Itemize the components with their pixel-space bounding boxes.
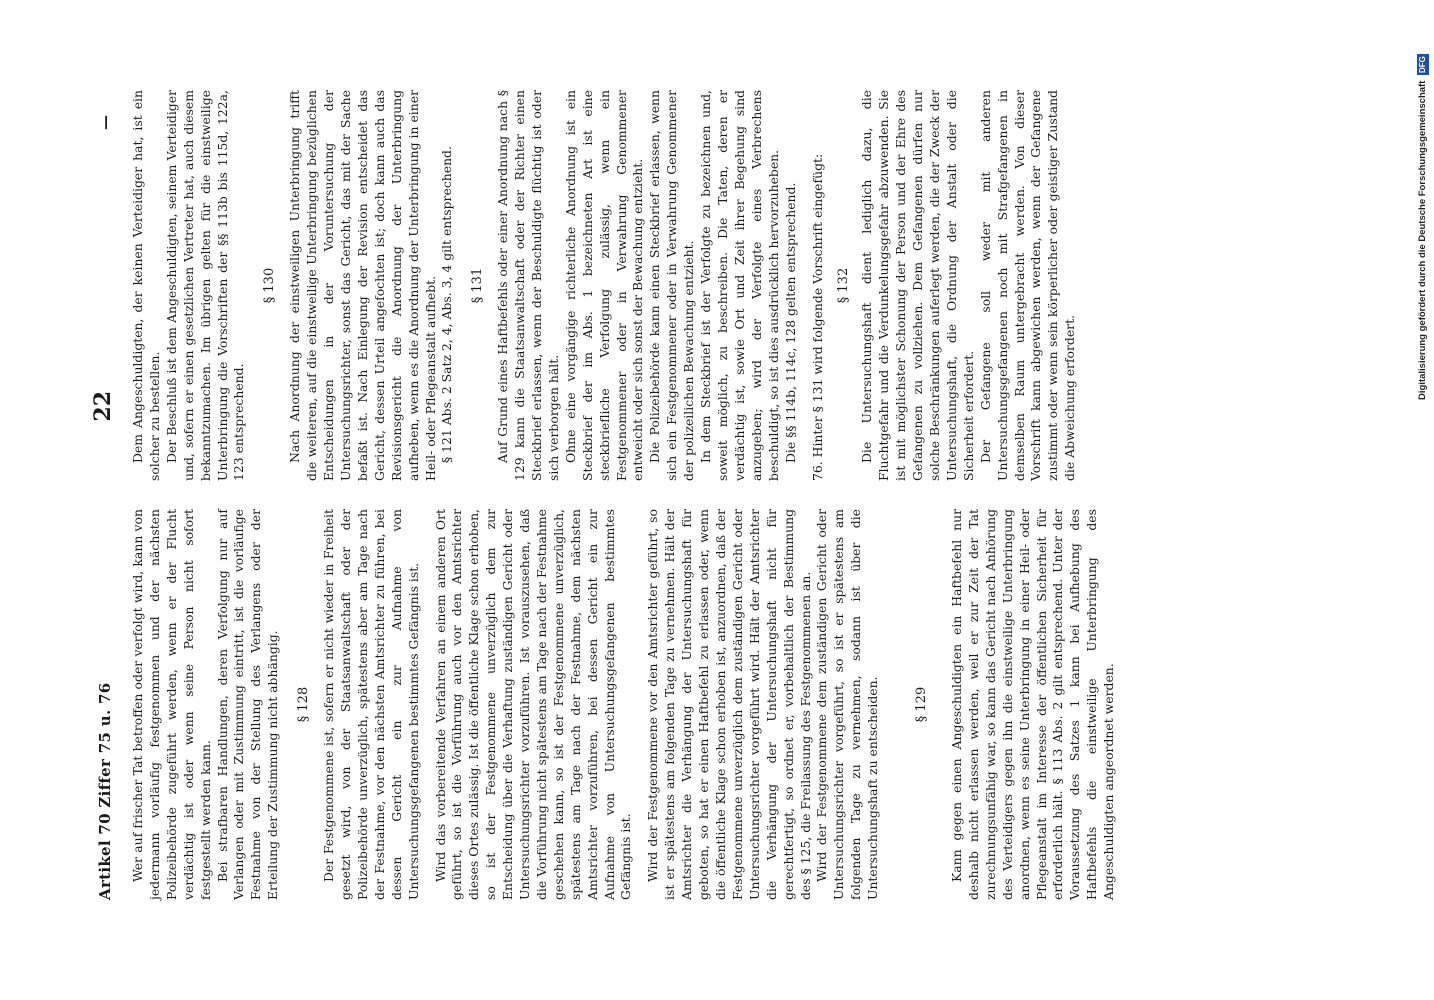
paragraph: Ohne eine vorgängige richterliche Anordnung ist ein Steckbrief der im Abs. 1 bezeichneten Art ist eine steckbriefliche Verfolgung zulässig, wenn ein Festgenommener oder in Verwahrung Genommener entweicht oder sich sonst der Bewachung entzieht. [562,90,646,481]
paragraph: Wer auf frischer Tat betroffen oder verfolgt wird, kann von jedermann vorläufig festgenommen und der nächsten Polizeibehörde zugeführt werden, wenn er der Flucht verdächtig ist oder wenn seine Person nicht sofort festgestellt werden kann. [130,509,213,900]
paragraph: Der Festgenommene ist, sofern er nicht wieder in Freiheit gesetzt wird, von der Staatsanwaltschaft oder der Polizeibehörde unverzüglich, spätestens aber am Tage nach der Festnahme, vor den nächsten Amtsrichter zu führen, bei dessen Gericht ein zur Aufnahme von Untersuchungsgefangenen bestimmtes Gefängnis ist. [321,509,421,900]
paragraph: Die Polizeibehörde kann einen Steckbrief erlassen, wenn sich ein Festgenommener oder in Verwahrung Genommener der polizeilichen Bewachung entzieht. [647,90,697,481]
credit-text: Digitalisierung gefördert durch die Deutsche Forschungsgemeinschaft [1417,80,1428,400]
paragraph: Auf Grund eines Haftbefehls oder einer Anordnung nach § 129 kann die Staatsanwaltschaft oder der Richter einen Steckbrief erlassen, wenn der Beschuldigte flüchtig ist oder sich verborgen hält. [495,90,561,481]
paragraph: Dem Angeschuldigten, der keinen Verteidiger hat, ist ein solcher zu bestellen. [130,90,162,481]
paragraph: Kann gegen einen Angeschuldigten ein Haftbefehl nur deshalb nicht erlassen werden, weil er zur Zeit der Tat zurechnungsunfähig war, so kann das Gericht nach Anhörung des Verteidigers gegen ihn die einstweilige Unterbringung anordnen, wenn es seine Unterbringung in einer Heil- oder Pflegeanstalt im Interesse der öffentlichen Sicherheit für erforderlich hält. § 113 Abs. 2 gilt entsprechend. Unter der Voraussetzung des Satzes 1 kann bei Aufhebung des Haftbefehls die einstweilige Unterbringung des Angeschuldigten angeordnet werden. [948,509,1117,900]
page-header [90,90,116,900]
section-heading-128: § 128 [296,686,312,723]
page-number: 22 [90,390,116,422]
dfg-logo: DFG [1418,56,1427,73]
paragraph: Bei strafbaren Handlungen, deren Verfolgung nur auf Verlangen oder mit Zustimmung eintritt, ist die vorläufige Festnahme von der Stellung des Verlangens oder der Erteilung der Zustimmung nicht abhängig. [214,509,281,900]
paragraph: Nach Anordnung der einstweiligen Unterbringung trifft die weiteren, auf die einstweilige Unterbringung bezüglichen Entscheidungen in der Voruntersuchung der Untersuchungsrichter, sonst das Gericht, das mit der Sache befaßt ist. Nach Einlegung der Revision entscheidet das Gericht, dessen Urteil angefochten ist; doch kann auch das Revisionsgericht die Anordnung der Unterbringung aufheben, wenn es die Anordnung der Unterbringung in einer Heil- oder Pflegeanstalt aufhebt. [287,90,438,481]
header-dash: — [96,115,114,130]
paragraph: In dem Steckbrief ist der Verfolgte zu bezeichnen und, soweit möglich, zu beschreiben. Die Taten, deren er verdächtig ist, sowie Ort und Zeit ihrer Begehung sind anzugeben; wird der Verfolgte eines Verbrechens beschuldigt, so ist dies ausdrücklich hervorzuheben. [698,90,781,481]
paragraph: Die §§ 114b, 114c, 128 gelten entsprechend. [782,182,798,463]
digitization-credit [1416,8,1430,400]
column-right [130,90,1118,481]
header-article-ref: Artikel 70 Ziffer 75 u. 76 [96,682,114,900]
paragraph: § 121 Abs. 2 Satz 2, 4, Abs. 3, 4 gilt entsprechend. [439,146,455,463]
column-left [130,509,1118,900]
paragraph: Wird der Festgenommene vor den Amtsrichter geführt, so ist er spätestens am folgenden Tage zu vernehmen. Hält der Amtsrichter die Verhängung der Untersuchungshaft für geboten, so hat er einen Haftbefehl zu erlassen oder, wenn die öffentliche Klage schon erhoben ist, anzuordnen, daß der Festgenommene unverzüglich dem zuständigen Gericht oder Untersuchungsrichter vorgeführt wird. Hält der Amtsrichter die Verhängung der Untersuchungshaft nicht für gerechtfertigt, so ordnet er, vorbehaltlich der Bestimmung des § 125, die Freilassung des Festgenommenen an. [645,509,813,900]
paragraph: Die Untersuchungshaft dient lediglich dazu, die Fluchtgefahr und die Verdunkelungsgefahr abzuwenden. Sie ist mit möglichster Schonung der Person und der Ehre des Gefangenen zu vollziehen. Dem Gefangenen dürfen nur solche Beschränkungen auferlegt werden, die der Zweck der Untersuchungshaft, die Ordnung der Anstalt oder die Sicherheit erfordert. [859,90,976,481]
paragraph: Wird der Festgenommene dem zuständigen Gericht oder Untersuchungsrichter vorgeführt, so ist er spätestens am folgenden Tage zu vernehmen, sodann ist über die Untersuchungshaft zu entscheiden. [814,509,881,900]
paragraph: Der Gefangene soll weder mit anderen Untersuchungsgefangenen noch mit Strafgefangenen in demselben Raum untergebracht werden. Von dieser Vorschrift kann abgewichen werden, wenn der Gefangene zustimmt oder wenn sein körperlicher oder geistiger Zustand die Abweichung erfordert. [977,90,1078,481]
section-heading-129: § 129 [914,686,930,723]
text-columns [130,90,1118,900]
section-heading-131: § 131 [470,267,486,304]
section-heading-130: § 130 [262,267,278,304]
paragraph: Der Beschluß ist dem Angeschuldigten, seinem Verteidiger und, sofern er einen gesetzlichen Vertreter hat, auch diesem bekanntzumachen. Im übrigen gelten für die einstweilige Unterbringung die Vorschriften der §§ 113b bis 115d, 122a, 123 entsprechend. [163,90,247,481]
paragraph: Wird das vorbereitende Verfahren an einem anderen Ort geführt, so ist die Vorführung auch vor den Amtsrichter dieses Ortes zulässig. Ist die öffentliche Klage schon erhoben, so ist der Festgenommene unverzüglich dem zur Entscheidung über die Verhaftung zuständigen Gericht oder Untersuchungsrichter vorzuführen. Ist vorauszusehen, daß die Vorführung nicht spätestens am Tage nach der Festnahme geschehen kann, so ist der Festgenommene unverzüglich, spätestens am Tage nach der Festnahme, dem nächsten Amtsrichter vorzuführen, bei dessen Gericht ein zur Aufnahme von Untersuchungsgefangenen bestimmtes Gefängnis ist. [432,509,634,900]
section-heading-132: § 132 [836,267,852,304]
amendment-item-76: 76. Hinter § 131 wird folgende Vorschrift eingefügt: [809,153,825,481]
